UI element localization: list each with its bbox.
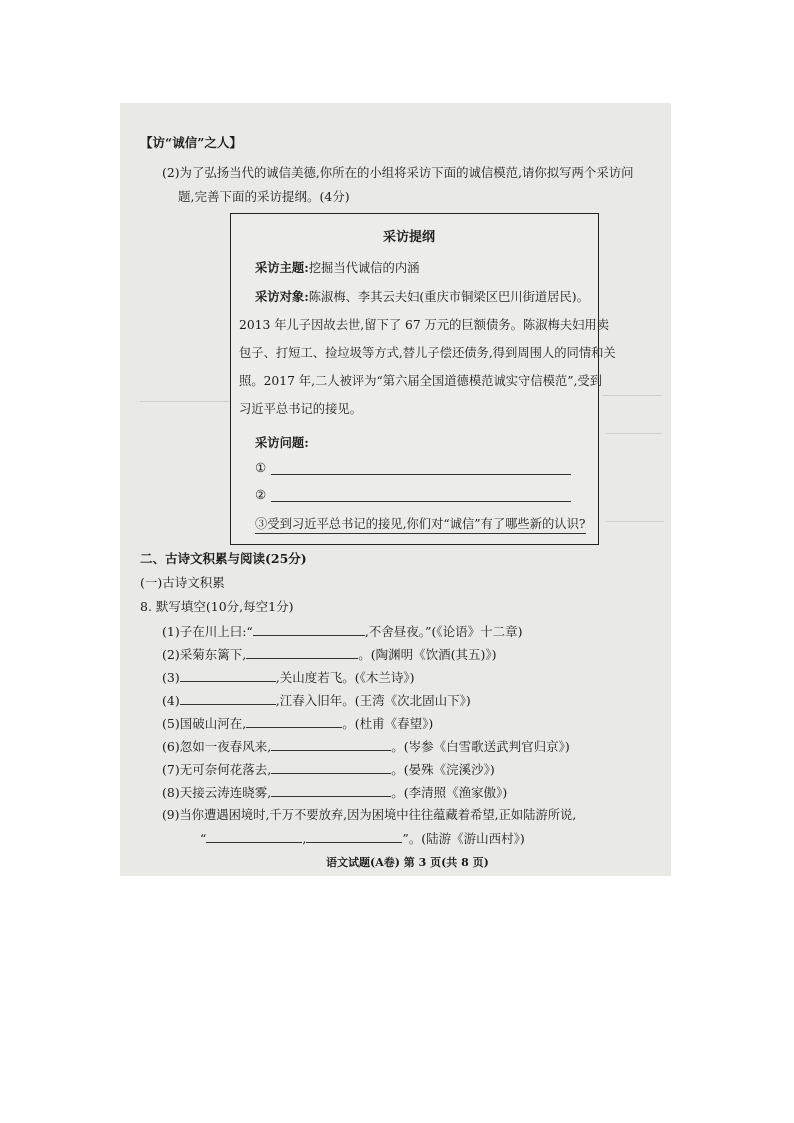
fill-item-3-prefix: (3) [162,670,180,685]
target-label: 采访对象: [255,289,309,304]
fill-item-5-prefix: (5)国破山河在, [162,716,247,731]
question-1-answer-line[interactable] [271,474,571,475]
fill-item-4-blank[interactable] [180,692,276,705]
question-2-line-2: 题,完善下面的采访提纲。(4分) [178,189,350,204]
interview-outline-box [230,213,616,545]
fill-item-6-blank[interactable] [271,738,391,751]
fill-item-8-source: 。(李清照《渔家傲》) [391,785,508,800]
target-text-line-4: 照。2017 年,二人被评为“第六届全国道德模范诚实守信模范”,受到 [239,374,603,388]
fill-item-9-open-quote: “ [200,831,207,846]
outline-title: 采访提纲 [383,230,436,245]
fill-item-9-comma: , [302,831,307,846]
fill-item-4-prefix: (4) [162,693,180,708]
fill-item-5-blank[interactable] [246,715,342,728]
fill-item-8 [162,784,507,801]
exam-page-photo [120,103,671,876]
fill-item-5 [162,715,433,732]
fill-item-9-source: ”。(陆游《游山西村》) [402,831,525,846]
theme-label: 采访主题: [255,260,309,275]
bleed-through-line [602,395,662,396]
fill-item-1-blank[interactable] [253,623,365,636]
questions-label: 采访问题: [255,435,309,450]
bleed-through-line [606,521,664,522]
fill-item-1-source: (《论语》十二章) [431,624,523,639]
fill-item-2 [162,646,496,663]
fill-item-3-source: ,关山度若飞。(《木兰诗》) [275,670,415,685]
target-text-line-5: 习近平总书记的接见。 [239,402,362,416]
fill-item-6 [162,738,570,755]
part-2-heading: 二、古诗文积累与阅读(25分) [140,551,307,566]
target-text-line-1: 陈淑梅、李其云夫妇(重庆市铜梁区巴川街道居民)。 [308,290,589,304]
page-footer: 语文试题(A卷) 第 3 页(共 8 页) [326,856,489,869]
fill-item-9-line-1: (9)当你遭遇困境时,千万不要放弃,因为困境中往往蕴藏着希望,正如陆游所说, [162,808,577,822]
fill-item-6-source: 。(岑参《白雪歌送武判官归京》) [391,739,570,754]
fill-item-1 [162,623,522,640]
subsection-heading: (一)古诗文积累 [140,575,225,590]
fill-item-2-prefix: (2)采菊东篱下, [162,647,247,662]
target-text-line-3: 包子、打短工、捡垃圾等方式,替儿子偿还债务,得到周围人的同情和关 [239,346,616,360]
fill-item-8-blank[interactable] [271,784,391,797]
fill-item-8-prefix: (8)天接云涛连晓雾, [162,785,272,800]
question-2-line-1: (2)为了弘扬当代的诚信美德,你所在的小组将采访下面的诚信模范,请你拟写两个采访问 [162,165,634,180]
fill-item-5-source: 。(杜甫《春望》) [342,716,434,731]
theme-text: 挖掘当代诚信的内涵 [308,261,420,275]
fill-item-1-mid: ,不舍昼夜。” [364,624,432,639]
fill-item-9-blank-b[interactable] [306,830,402,843]
section-heading: 【访“诚信”之人】 [140,135,242,150]
fill-item-7-blank[interactable] [271,761,391,774]
bleed-through-line [606,433,662,434]
question-3-text: ③受到习近平总书记的接见,你们对“诚信”有了哪些新的认识? [255,516,586,534]
question-8-heading: 8. 默写填空(10分,每空1分) [140,599,294,614]
fill-item-7 [162,761,495,778]
fill-item-7-source: 。(晏殊《浣溪沙》) [391,762,495,777]
fill-item-2-blank[interactable] [246,646,358,659]
fill-item-3 [162,669,414,686]
question-1-marker: ① [255,461,267,475]
fill-item-4-source: ,江春入旧年。(王湾《次北固山下》) [275,693,471,708]
fill-item-1-prefix: (1)子在川上曰:“ [162,624,253,639]
theme-row [255,260,419,276]
bleed-through-line [140,401,230,402]
question-2-marker: ② [255,488,267,502]
fill-item-7-prefix: (7)无可奈何花落去, [162,762,272,777]
fill-item-4 [162,692,471,709]
fill-item-9-blank-a[interactable] [206,830,302,843]
question-2-answer-line[interactable] [271,501,571,502]
target-text-line-2: 2013 年儿子因故去世,留下了 67 万元的巨额债务。陈淑梅夫妇用卖 [239,318,610,332]
target-row [255,289,589,305]
fill-item-3-blank[interactable] [180,669,276,682]
fill-item-6-prefix: (6)忽如一夜春风来, [162,739,272,754]
fill-item-2-source: 。(陶渊明《饮酒(其五)》) [358,647,497,662]
fill-item-9-line-2 [200,830,525,847]
